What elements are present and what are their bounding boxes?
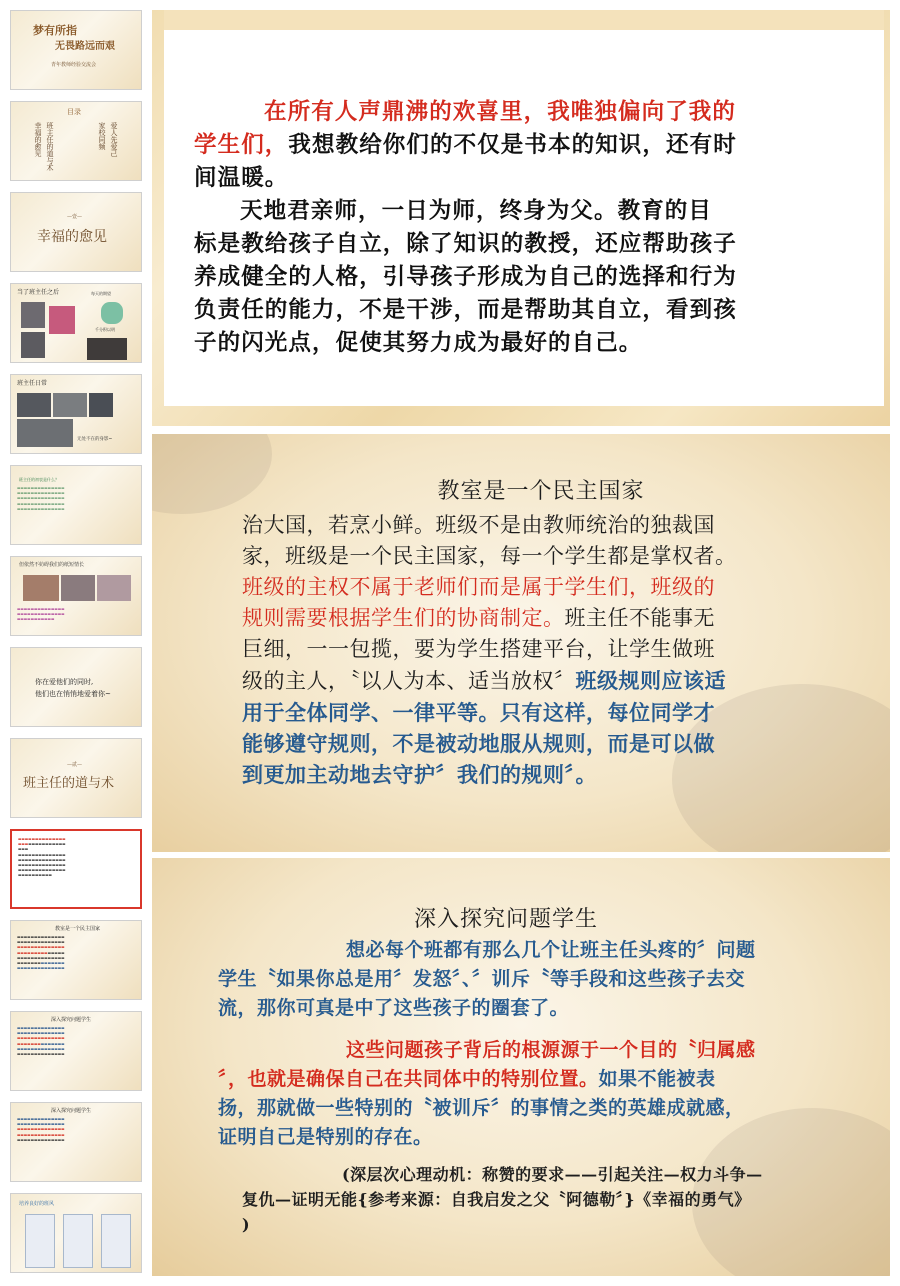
thumb-text: 你在爱他们的同时, xyxy=(35,678,94,686)
highlight-red: 学生们， xyxy=(194,132,289,158)
thumb-heading: 目录 xyxy=(67,108,81,116)
slide-10-preview xyxy=(152,10,890,426)
thumbnail-slide-12[interactable] xyxy=(10,1011,142,1091)
slide-white-panel xyxy=(164,30,884,406)
footnote xyxy=(242,1162,882,1237)
body-line-red: 这些问题孩子背后的根源源于一个目的〝归属感 xyxy=(346,1039,756,1061)
thumb-photo xyxy=(21,332,45,358)
paragraph-2-line3: 养成健全的人格，引导孩子形成为自己的选择和行为 xyxy=(194,264,737,290)
highlight-blue: 如果不能被表 xyxy=(598,1068,716,1090)
footnote-line: ) xyxy=(242,1215,251,1234)
thumb-photo xyxy=(89,393,113,417)
highlight-red: 〞，也就是确保自己在共同体中的特别位置。 xyxy=(218,1068,599,1090)
thumb-title: 梦有所指 xyxy=(33,24,77,37)
body-line xyxy=(242,665,852,697)
thumb-column: 班主任的道与术 xyxy=(46,122,54,171)
text-span: 级的主人，〝以人为本、适当放权〞 xyxy=(242,669,576,693)
thumbnail-slide-4[interactable] xyxy=(10,283,142,363)
body-line-blue: 流，那你可真是中了这些孩子的圈套了。 xyxy=(218,997,570,1019)
thumb-column: 家校同频 xyxy=(98,122,106,150)
body-line-blue: 能够遵守规则，不是被动地服从规则，而是可以做 xyxy=(242,731,715,756)
text-span: 我想教给你们的不仅是书本的知识，还有时 xyxy=(288,132,737,158)
thumb-number: —壹— xyxy=(67,214,83,220)
thumb-body-lines: ▬▬▬▬▬▬▬▬▬▬▬▬▬▬ ▬▬▬▬▬▬▬▬▬▬▬▬▬▬ ▬▬▬▬▬▬▬▬▬▬▬▬▬▬ ▬▬▬▬▬▬▬▬▬▬▬▬▬▬ ▬▬▬▬▬▬▬▬▬▬▬▬▬▬ ▬▬▬▬▬▬▬▬▬▬▬▬▬▬ ▬▬▬▬▬▬▬▬▬▬▬▬▬▬ xyxy=(17,935,65,971)
slide-thumbnail-panel xyxy=(0,0,150,1286)
slide-top-band xyxy=(164,10,884,30)
thumb-title: 班主任日常 xyxy=(17,380,48,387)
thumb-photo xyxy=(21,302,45,328)
thumb-body-lines: ▬▬▬▬▬▬▬▬▬▬▬▬▬▬ ▬▬▬▬▬▬▬▬▬▬▬▬▬▬ ▬▬▬▬▬▬▬▬▬▬▬▬▬▬ ▬▬▬▬▬▬▬▬▬▬▬▬▬▬ ▬▬▬▬▬▬▬▬▬▬▬▬▬▬ ▬▬▬▬▬▬▬▬▬▬▬▬▬▬ xyxy=(17,1026,65,1057)
thumbnail-slide-2[interactable] xyxy=(10,101,142,181)
body-line-blue: 扬，那就做一些特别的〝被训斥〞的事情之类的英雄成就感， xyxy=(218,1097,745,1119)
thumb-note: 千分积以明 xyxy=(95,327,115,332)
body-line: 治大国，若烹小鲜。班级不是由教师统治的独裁国 xyxy=(242,513,715,537)
body-line xyxy=(242,603,852,634)
thumb-subtitle: 青年教师经验交流会 xyxy=(51,62,97,68)
thumb-body-lines: ▬▬▬▬▬▬▬▬▬▬▬▬▬▬ ▬▬▬▬▬▬▬▬▬▬▬▬▬▬ ▬▬▬▬▬▬▬▬▬▬▬▬▬▬ ▬▬▬▬▬▬▬▬▬▬▬▬▬▬ ▬▬▬▬▬▬▬▬▬▬▬▬▬▬ xyxy=(17,486,65,511)
thumb-caption: 无处不在的身影~ xyxy=(77,437,113,442)
text-span: 班主任不能事无 xyxy=(564,606,715,630)
thumb-heading: 培养良好的班风 xyxy=(19,1201,55,1207)
slide-12-preview xyxy=(152,858,890,1276)
slide-11-preview xyxy=(152,434,890,852)
paragraph-1-line3: 间温暖。 xyxy=(194,165,289,191)
thumb-number: —贰— xyxy=(67,762,83,768)
slide-body-2 xyxy=(218,1036,868,1152)
highlight-blue: 班级规则应该适 xyxy=(575,668,726,693)
thumbnail-slide-13[interactable] xyxy=(10,1102,142,1182)
thumbnail-slide-7[interactable] xyxy=(10,556,142,636)
thumb-title: 班主任的道与术 xyxy=(23,776,115,791)
thumb-title: 当了班主任之后 xyxy=(17,289,60,296)
paragraph-1-line2 xyxy=(194,129,844,162)
thumb-photo xyxy=(17,393,51,417)
thumbnail-slide-1[interactable] xyxy=(10,10,142,90)
thumb-heading: 深入探究问题学生 xyxy=(51,1108,92,1114)
paragraph-2-line4: 负责任的能力，不是干涉，而是帮助其自立，看到孩 xyxy=(194,297,737,323)
thumb-photo xyxy=(23,575,59,601)
highlight-red: 规则需要根据学生们的协商制定。 xyxy=(242,606,565,630)
dinosaur-image xyxy=(101,302,123,324)
thumbnail-slide-3[interactable] xyxy=(10,192,142,272)
highlight-red: 在所有人声鼎沸的欢喜里，我唯独偏向了我的 xyxy=(264,99,737,125)
body-line-blue: 想必每个班都有那么几个让班主任头疼的〞问题 xyxy=(346,939,756,961)
paragraph-2-line1: 天地君亲师，一日为师，终身为父。教育的目 xyxy=(240,198,713,224)
body-line-red: 班级的主权不属于老师们而是属于学生们，班级的 xyxy=(242,575,715,599)
body-line-blue: 用于全体同学、一律平等。只有这样，每位同学才 xyxy=(242,700,715,725)
body-line-blue: 证明自己是特别的存在。 xyxy=(218,1126,433,1148)
paragraph-2-line2: 标是教给孩子自立，除了知识的教授，还应帮助孩子 xyxy=(194,231,737,257)
thumb-title: 但依然不妨碍我们的纸短情长 xyxy=(19,562,85,568)
thumb-photo xyxy=(97,575,131,601)
paragraph-1 xyxy=(194,96,844,129)
thumb-body-lines: ▬▬▬▬▬▬▬▬▬▬▬▬▬▬ ▬▬▬▬▬▬▬▬▬▬▬▬▬▬ ▬▬▬ ▬▬▬▬▬▬▬▬▬▬▬▬▬▬ ▬▬▬▬▬▬▬▬▬▬▬▬▬▬ ▬▬▬▬▬▬▬▬▬▬▬▬▬▬ ▬▬▬▬▬▬▬▬▬▬▬▬▬▬ ▬▬▬▬▬▬▬▬▬▬ xyxy=(18,837,66,878)
thumb-photo xyxy=(87,338,127,360)
slide-body xyxy=(242,510,852,790)
thumb-title: 幸福的愈见 xyxy=(37,229,107,245)
thumbnail-slide-9[interactable] xyxy=(10,738,142,818)
thumb-note: 每天的期望 xyxy=(91,291,111,296)
thumbnail-slide-11[interactable] xyxy=(10,920,142,1000)
thumb-body-lines: ▬▬▬▬▬▬▬▬▬▬▬▬▬▬ ▬▬▬▬▬▬▬▬▬▬▬▬▬▬ ▬▬▬▬▬▬▬▬▬▬▬ xyxy=(17,607,65,622)
thumbnail-slide-10[interactable] xyxy=(10,829,142,909)
thumb-title: 班主任的初衷是什么？ xyxy=(19,477,59,482)
body-line: 家，班级是一个民主国家，每一个学生都是掌权者。 xyxy=(242,544,737,568)
slide-body xyxy=(218,936,868,1023)
scroll-card xyxy=(101,1214,131,1268)
body-line: 巨细，一一包揽，要为学生搭建平台，让学生做班 xyxy=(242,637,715,661)
slide-title: 深入探究问题学生 xyxy=(413,907,598,932)
footnote-line: 复仇—证明无能{参考来源：自我启发之父〝阿德勒〞}《幸福的勇气》 xyxy=(242,1190,751,1209)
thumb-photo xyxy=(53,393,87,417)
thumbnail-slide-6[interactable] xyxy=(10,465,142,545)
thumb-text: 他们也在悄悄地爱着你~ xyxy=(35,690,111,698)
body-line-blue: 学生〝如果你总是用〞发怒〞、〞训斥〝等手段和这些孩子去交 xyxy=(218,968,746,990)
thumbnail-slide-5[interactable] xyxy=(10,374,142,454)
footnote-line: (深层次心理动机：称赞的要求——引起关注—权力斗争— xyxy=(342,1165,763,1184)
body-line xyxy=(218,1065,868,1094)
thumbnail-slide-14[interactable] xyxy=(10,1193,142,1273)
thumb-column: 幸福的愈见 xyxy=(34,122,42,157)
thumbnail-slide-8[interactable] xyxy=(10,647,142,727)
scroll-card xyxy=(25,1214,55,1268)
thumb-heading: 教室是一个民主国家 xyxy=(55,926,101,932)
scroll-card xyxy=(63,1214,93,1268)
thumb-photo xyxy=(17,419,73,447)
slide-title: 教室是一个民主国家 xyxy=(437,479,645,504)
thumb-column: 爱人先爱己 xyxy=(110,122,118,157)
thumb-photo xyxy=(61,575,95,601)
body-line-blue: 到更加主动地去守护〞我们的规则〞。 xyxy=(242,762,597,787)
thumb-photo xyxy=(49,306,75,334)
thumb-title: 无畏路远而艰 xyxy=(55,41,115,52)
paragraph-2-line5: 子的闪光点，促使其努力成为最好的自己。 xyxy=(194,330,643,356)
thumb-body-lines: ▬▬▬▬▬▬▬▬▬▬▬▬▬▬ ▬▬▬▬▬▬▬▬▬▬▬▬▬▬ ▬▬▬▬▬▬▬▬▬▬▬▬▬▬ ▬▬▬▬▬▬▬▬▬▬▬▬▬▬ ▬▬▬▬▬▬▬▬▬▬▬▬▬▬ xyxy=(17,1117,65,1142)
thumb-heading: 深入探究问题学生 xyxy=(51,1017,92,1023)
